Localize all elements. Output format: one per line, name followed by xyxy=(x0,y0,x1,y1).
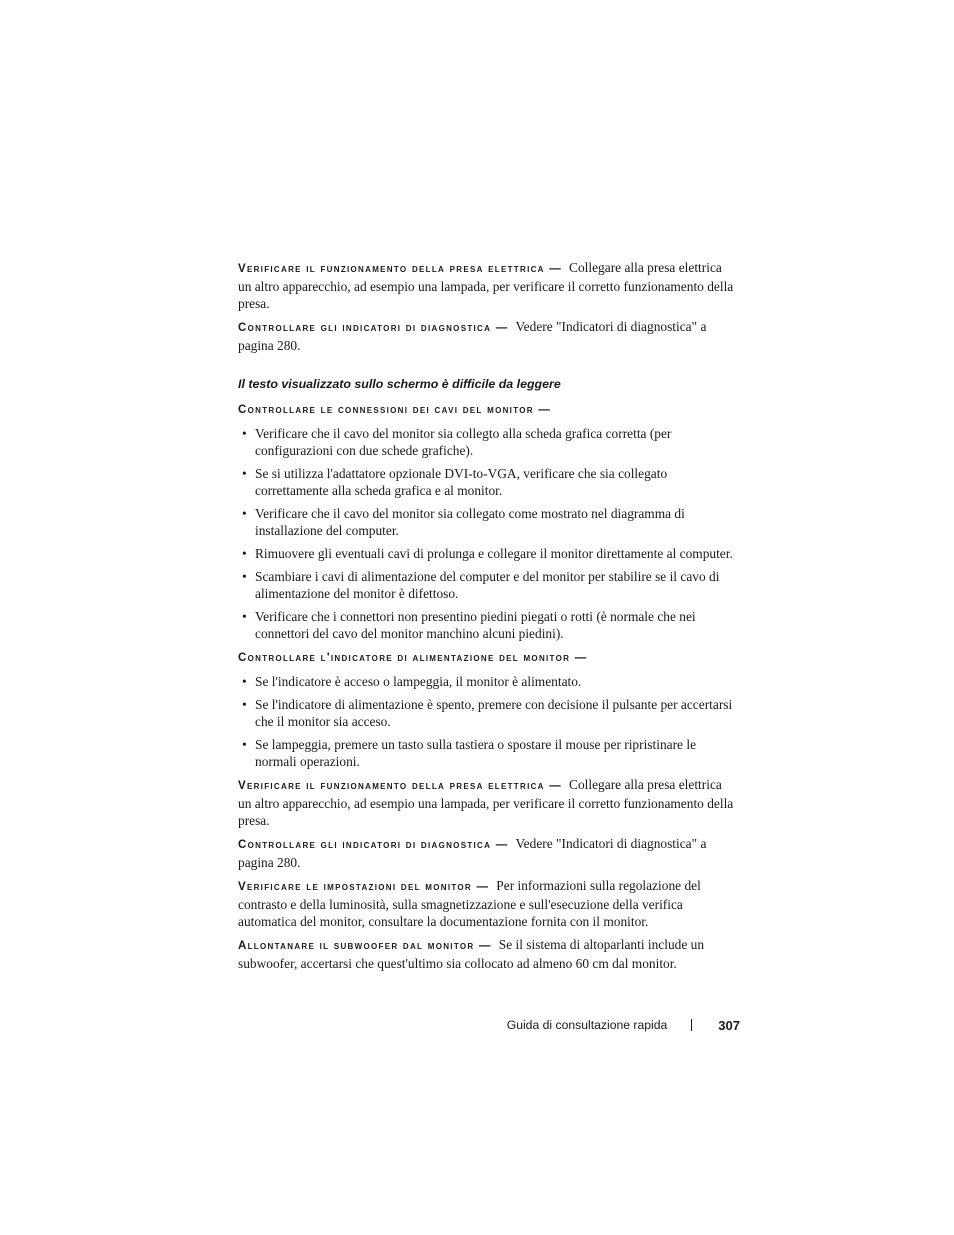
paragraph-lead: Controllare gli indicatori di diagnostica — xyxy=(238,839,509,851)
footer-divider xyxy=(691,1019,692,1031)
paragraph-text: Vedere "Indicatori di diagnostica" a pagina 280. xyxy=(238,319,707,353)
cable-check-list xyxy=(238,425,738,642)
paragraph-check-outlet xyxy=(238,259,738,312)
list-item: • Verificare che i connettori non presentino piedini piegati o rotti (è normale che nei connettori del cavo del monitor manchino alcuni piedini). xyxy=(238,608,738,642)
page-footer xyxy=(507,1015,740,1035)
list-item: • Scambiare i cavi di alimentazione del computer e del monitor per stabilire se il cavo di alimentazione del monitor è difettoso. xyxy=(238,568,738,602)
power-light-list xyxy=(238,673,738,770)
paragraph-text: Collegare alla presa elettrica un altro apparecchio, ad esempio una lampada, per verificare il corretto funzionamento della presa. xyxy=(238,260,734,311)
paragraph-text: Per informazioni sulla regolazione del contrasto e della luminosità, sulla smagnetizzazione e sull'esecuzione della verifica automatica del monitor, consultare la documentazione fornita con il monitor. xyxy=(238,878,701,929)
list-item: • Se l'indicatore è acceso o lampeggia, il monitor è alimentato. xyxy=(238,673,738,690)
paragraph-check-diagnostics-2 xyxy=(238,835,738,871)
heading-cable-connections xyxy=(238,400,738,419)
list-item: • Se l'indicatore di alimentazione è spento, premere con decisione il pulsante per accertarsi che il monitor sia acceso. xyxy=(238,696,738,730)
heading-power-light xyxy=(238,648,738,667)
page-content xyxy=(238,259,738,978)
paragraph-text: Collegare alla presa elettrica un altro apparecchio, ad esempio una lampada, per verificare il corretto funzionamento della presa. xyxy=(238,777,734,828)
paragraph-lead: Allontanare il subwoofer dal monitor — xyxy=(238,940,492,952)
list-item: • Rimuovere gli eventuali cavi di prolunga e collegare il monitor direttamente al computer. xyxy=(238,545,738,562)
list-item: • Verificare che il cavo del monitor sia collegato come mostrato nel diagramma di installazione del computer. xyxy=(238,505,738,539)
paragraph-text: Vedere "Indicatori di diagnostica" a pagina 280. xyxy=(238,836,707,870)
paragraph-lead: Controllare gli indicatori di diagnostica — xyxy=(238,322,509,334)
page-number: 307 xyxy=(718,1017,740,1033)
paragraph-lead: Controllare le connessioni dei cavi del monitor — xyxy=(238,404,552,416)
list-item: • Se si utilizza l'adattatore opzionale DVI-to-VGA, verificare che sia collegato correttamente alla scheda grafica e al monitor. xyxy=(238,465,738,499)
paragraph-lead: Verificare il funzionamento della presa elettrica — xyxy=(238,263,563,275)
paragraph-subwoofer xyxy=(238,936,738,972)
list-item: • Se lampeggia, premere un tasto sulla tastiera o spostare il mouse per ripristinare le normali operazioni. xyxy=(238,736,738,770)
list-item: • Verificare che il cavo del monitor sia collegto alla scheda grafica corretta (per configurazioni con due schede grafiche). xyxy=(238,425,738,459)
paragraph-monitor-settings xyxy=(238,877,738,930)
paragraph-lead: Controllare l'indicatore di alimentazione del monitor — xyxy=(238,652,588,664)
paragraph-check-outlet-2 xyxy=(238,776,738,829)
section-subheading: Il testo visualizzato sullo schermo è difficile da leggere xyxy=(238,377,561,391)
paragraph-text: Se il sistema di altoparlanti include un subwoofer, accertarsi che quest'ultimo sia collocato ad almeno 60 cm dal monitor. xyxy=(238,937,705,971)
paragraph-check-diagnostics xyxy=(238,318,738,354)
paragraph-lead: Verificare il funzionamento della presa elettrica — xyxy=(238,780,563,792)
paragraph-lead: Verificare le impostazioni del monitor — xyxy=(238,881,490,893)
footer-title: Guida di consultazione rapida xyxy=(506,1018,668,1032)
